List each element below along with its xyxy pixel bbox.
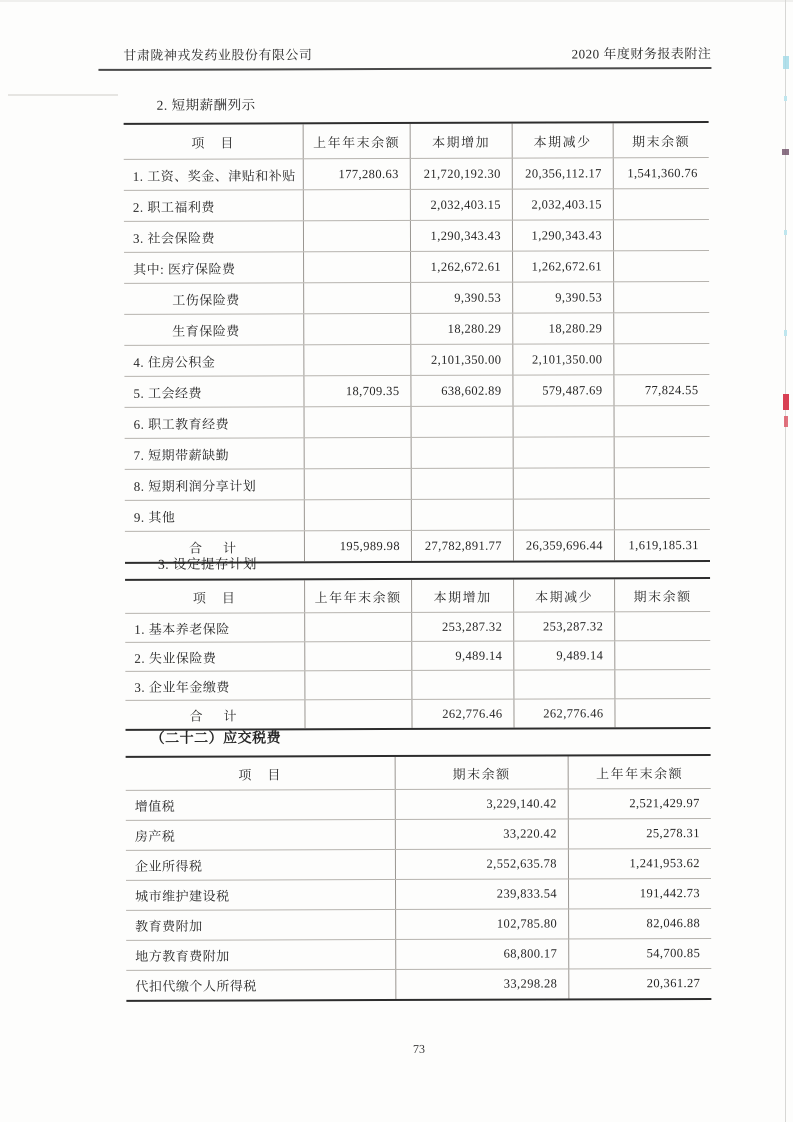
value-cell: 1,262,672.61 xyxy=(411,252,513,282)
value-cell xyxy=(304,252,411,282)
row-label: 合 计 xyxy=(125,531,305,562)
value-cell: 1,241,953.62 xyxy=(629,856,700,871)
table-row xyxy=(125,641,710,672)
value-cell: 177,280.63 xyxy=(304,159,411,189)
page-number: 73 xyxy=(413,1041,426,1056)
value-cell xyxy=(514,499,615,529)
value-cell xyxy=(304,221,411,251)
value-cell: 54,700.85 xyxy=(646,946,701,961)
column-header: 项 目 xyxy=(126,757,396,790)
value-cell: 9,390.53 xyxy=(513,282,614,312)
section-title-defined-contribution-plan: 3. 设定提存计划 xyxy=(157,556,258,572)
table-row xyxy=(124,251,709,284)
row-label: 教育费附加 xyxy=(126,910,396,940)
table-row xyxy=(125,670,710,701)
value-cell: 191,442.73 xyxy=(639,886,701,901)
row-label: 地方教育费附加 xyxy=(126,940,396,970)
column-header: 期末余额 xyxy=(632,133,691,149)
table-row xyxy=(125,437,710,470)
defined-contribution-plan-table xyxy=(125,577,710,731)
value-cell xyxy=(614,282,709,312)
value-cell: 33,220.42 xyxy=(396,819,569,849)
value-cell xyxy=(614,251,709,281)
column-header: 期末余额 xyxy=(633,588,692,604)
column-header: 项 目 xyxy=(125,580,305,613)
value-cell xyxy=(615,406,710,436)
value-cell: 239,833.54 xyxy=(396,879,569,909)
short-term-compensation-table xyxy=(124,121,710,564)
report-title: 2020 年度财务报表附注 xyxy=(571,46,712,62)
section-title-taxes-payable: （二十二）应交税费 xyxy=(150,731,282,747)
value-cell: 1,619,185.31 xyxy=(628,537,699,552)
column-header: 上年年末余额 xyxy=(596,765,684,781)
row-label: 生育保险费 xyxy=(124,314,304,345)
row-label: 5. 工会经费 xyxy=(124,376,304,407)
value-cell: 2,101,350.00 xyxy=(513,344,614,374)
value-cell xyxy=(305,700,412,728)
company-name: 甘肃陇神戎发药业股份有限公司 xyxy=(123,47,313,63)
value-cell: 579,487.69 xyxy=(513,375,614,405)
table-row xyxy=(126,969,711,1000)
column-header: 上年年末余额 xyxy=(305,580,412,612)
value-cell xyxy=(305,642,412,670)
row-label: 3. 社会保险费 xyxy=(124,221,304,252)
value-cell: 18,280.29 xyxy=(411,314,513,344)
value-cell xyxy=(514,406,615,436)
value-cell: 1,262,672.61 xyxy=(513,251,614,281)
value-cell: 253,287.32 xyxy=(412,613,514,641)
value-cell xyxy=(615,499,710,529)
value-cell xyxy=(614,220,709,250)
value-cell xyxy=(305,407,412,437)
value-cell xyxy=(514,468,615,498)
table-row xyxy=(125,468,710,501)
row-label: 3. 企业年金缴费 xyxy=(125,671,305,700)
row-label: 1. 基本养老保险 xyxy=(125,613,305,642)
column-header: 期末余额 xyxy=(396,756,569,789)
table-row xyxy=(124,158,709,191)
value-cell: 262,776.46 xyxy=(412,700,514,728)
value-cell: 638,602.89 xyxy=(411,376,513,406)
row-label: 1. 工资、奖金、津贴和补贴 xyxy=(124,159,304,190)
value-cell: 20,356,112.17 xyxy=(513,158,614,188)
value-cell xyxy=(615,612,710,640)
row-label: 7. 短期带薪缺勤 xyxy=(125,438,305,469)
table-row xyxy=(125,612,710,643)
value-cell: 2,552,635.78 xyxy=(396,849,569,879)
row-label: 4. 住房公积金 xyxy=(124,345,304,376)
value-cell: 3,229,140.42 xyxy=(396,789,569,819)
value-cell xyxy=(304,345,411,375)
column-header: 项 目 xyxy=(124,124,304,159)
value-cell: 2,521,429.97 xyxy=(629,796,700,811)
row-label: 2. 失业保险费 xyxy=(125,642,305,671)
value-cell xyxy=(304,283,411,313)
value-cell xyxy=(305,671,412,699)
value-cell: 77,824.55 xyxy=(644,382,699,397)
value-cell xyxy=(412,469,514,499)
row-label: 房产税 xyxy=(126,820,396,850)
value-cell xyxy=(412,407,514,437)
value-cell xyxy=(305,500,412,530)
value-cell: 68,800.17 xyxy=(396,939,569,969)
row-label: 6. 职工教育经费 xyxy=(125,407,305,438)
value-cell: 2,101,350.00 xyxy=(411,345,513,375)
value-cell xyxy=(514,670,615,698)
value-cell: 262,776.46 xyxy=(514,699,615,727)
row-label: 其中: 医疗保险费 xyxy=(124,252,304,283)
table-row xyxy=(124,313,709,346)
value-cell xyxy=(614,189,709,219)
value-cell: 102,785.80 xyxy=(396,909,569,939)
value-cell: 9,390.53 xyxy=(411,283,513,313)
table-row xyxy=(126,849,711,881)
table-row xyxy=(126,819,711,851)
row-label: 合 计 xyxy=(125,700,305,729)
value-cell: 27,782,891.77 xyxy=(412,531,514,561)
value-cell: 82,046.88 xyxy=(646,916,701,931)
value-cell: 9,489.14 xyxy=(514,641,615,669)
table-row xyxy=(126,879,711,911)
table-row xyxy=(124,220,709,253)
table-row xyxy=(125,406,710,439)
value-cell xyxy=(304,314,411,344)
page-header xyxy=(98,43,711,71)
value-cell xyxy=(412,500,514,530)
value-cell xyxy=(412,671,514,699)
row-label: 2. 职工福利费 xyxy=(124,190,304,221)
value-cell xyxy=(514,437,615,467)
row-label: 增值税 xyxy=(126,790,396,820)
value-cell: 1,290,343.43 xyxy=(411,221,513,251)
value-cell: 33,298.28 xyxy=(396,969,569,999)
table-row xyxy=(126,939,711,971)
table-header-row xyxy=(124,123,709,160)
value-cell: 253,287.32 xyxy=(514,612,615,640)
value-cell xyxy=(305,613,412,641)
value-cell xyxy=(305,438,412,468)
value-cell: 2,032,403.15 xyxy=(513,189,614,219)
value-cell: 2,032,403.15 xyxy=(411,190,513,220)
value-cell xyxy=(614,344,709,374)
section-title-short-term-compensation: 2. 短期薪酬列示 xyxy=(156,97,256,113)
table-row xyxy=(126,909,711,941)
table-row xyxy=(126,789,711,821)
value-cell xyxy=(305,469,412,499)
column-header: 本期增加 xyxy=(411,124,513,158)
row-label: 9. 其他 xyxy=(125,500,305,531)
row-label: 城市维护建设税 xyxy=(126,880,396,910)
value-cell xyxy=(615,699,710,727)
value-cell: 1,290,343.43 xyxy=(513,220,614,250)
table-row xyxy=(124,344,709,377)
column-header: 本期增加 xyxy=(412,580,514,612)
value-cell xyxy=(614,313,709,343)
column-header: 本期减少 xyxy=(513,123,614,157)
value-cell: 9,489.14 xyxy=(412,642,514,670)
value-cell xyxy=(615,641,710,669)
value-cell: 18,280.29 xyxy=(513,313,614,343)
column-header: 本期减少 xyxy=(514,579,615,611)
table-header-row xyxy=(126,756,711,791)
total-row xyxy=(125,699,710,729)
table-row xyxy=(124,189,709,222)
table-header-row xyxy=(125,579,710,614)
value-cell xyxy=(304,190,411,220)
value-cell: 1,541,360.76 xyxy=(627,165,698,180)
value-cell xyxy=(412,438,514,468)
row-label: 代扣代缴个人所得税 xyxy=(126,970,396,1000)
value-cell: 20,361.27 xyxy=(646,976,701,991)
value-cell: 26,359,696.44 xyxy=(514,530,615,560)
value-cell xyxy=(615,437,710,467)
value-cell xyxy=(615,468,710,498)
table-row xyxy=(124,282,709,315)
value-cell: 18,709.35 xyxy=(304,376,411,406)
row-label: 工伤保险费 xyxy=(124,283,304,314)
table-row xyxy=(124,375,709,408)
row-label: 企业所得税 xyxy=(126,850,396,880)
value-cell: 25,278.31 xyxy=(646,826,700,841)
taxes-payable-table xyxy=(126,754,712,1002)
row-label: 8. 短期利润分享计划 xyxy=(125,469,305,500)
value-cell: 195,989.98 xyxy=(305,531,412,561)
value-cell xyxy=(615,670,710,698)
column-header: 上年年末余额 xyxy=(304,124,411,158)
table-row xyxy=(125,499,710,532)
value-cell: 21,720,192.30 xyxy=(411,159,513,189)
